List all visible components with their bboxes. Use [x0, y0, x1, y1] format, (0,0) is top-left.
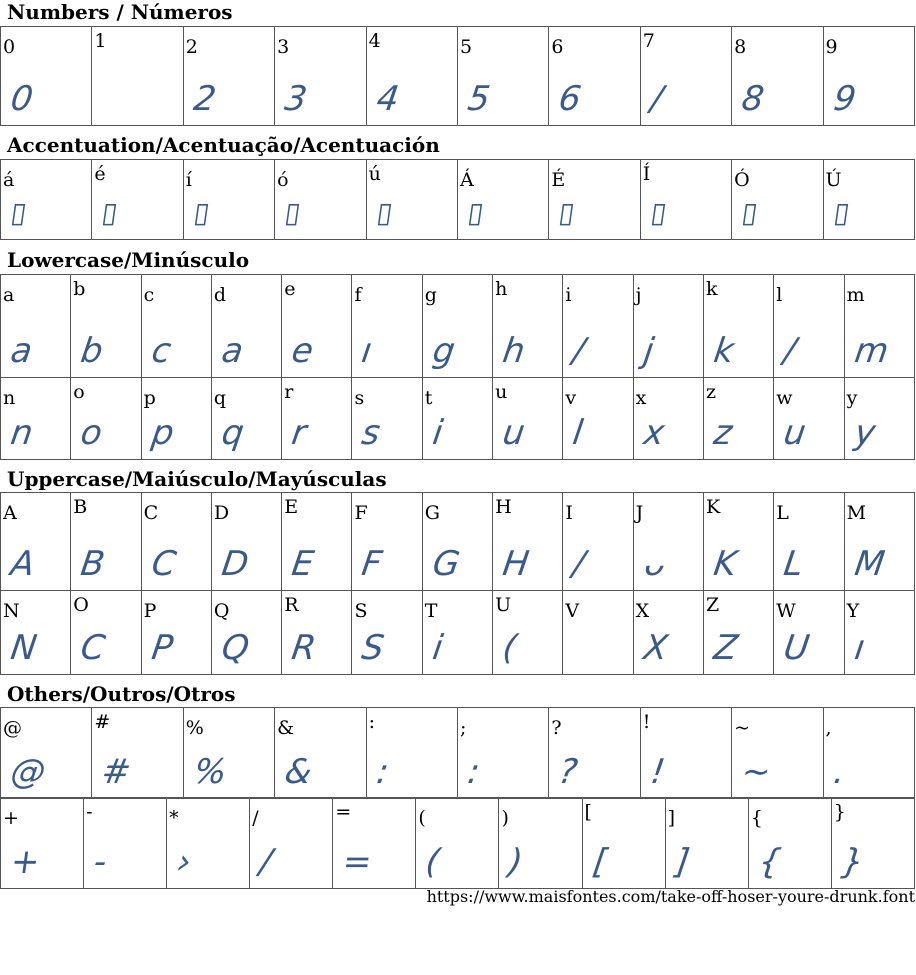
reference-character: i: [565, 284, 572, 306]
reference-character: X: [635, 600, 650, 622]
reference-character: 2: [185, 36, 198, 58]
glyph-cell: [633, 493, 703, 591]
glyph-cell: [582, 798, 665, 889]
glyph-cell: [141, 275, 211, 378]
reference-character: 9: [825, 36, 838, 58]
font-sample-glyph: K: [711, 544, 740, 584]
font-sample-glyph: ı: [851, 628, 867, 668]
font-sample-glyph: E: [289, 544, 317, 584]
font-sample-glyph: ): [506, 842, 526, 882]
glyph-cell: [549, 708, 640, 799]
reference-character: ó: [277, 169, 289, 191]
font-sample-glyph: ı: [359, 331, 375, 371]
glyph-cell: [250, 798, 333, 889]
glyph-row: [1, 378, 915, 460]
glyph-cell: [141, 493, 211, 591]
lowercase-title: Lowercase/Minúsculo: [7, 248, 250, 272]
reference-character: ): [501, 807, 509, 829]
glyph-row: [1, 27, 915, 126]
reference-character: E: [284, 496, 299, 518]
glyph-cell: [823, 160, 914, 240]
glyph-cell: [275, 27, 366, 126]
glyph-cell: [640, 708, 731, 799]
reference-character: C: [143, 502, 159, 524]
reference-character: 3: [277, 36, 290, 58]
font-sample-glyph: ▯: [191, 196, 212, 229]
font-sample-glyph: z: [711, 413, 735, 453]
glyph-cell: [748, 798, 831, 889]
font-sample-glyph: ▯: [100, 196, 121, 229]
reference-character: K: [705, 496, 721, 518]
reference-character: v: [565, 387, 577, 409]
reference-character: n: [3, 387, 16, 409]
glyph-cell: [563, 591, 633, 675]
glyph-cell: [71, 591, 141, 675]
reference-character: I: [565, 502, 573, 524]
glyph-cell: [633, 378, 703, 460]
font-sample-glyph: c: [148, 331, 174, 371]
reference-character: M: [846, 502, 867, 524]
reference-character: B: [73, 496, 88, 518]
font-sample-glyph: 6: [556, 79, 584, 119]
font-sample-glyph: i: [429, 413, 446, 453]
glyph-cell: [732, 160, 823, 240]
glyph-cell: [352, 378, 422, 460]
reference-character: g: [424, 284, 437, 306]
reference-character: [: [584, 801, 592, 823]
reference-character: Q: [213, 600, 230, 622]
glyph-cell: [774, 378, 844, 460]
reference-character: D: [213, 502, 230, 524]
reference-character: 7: [642, 30, 655, 52]
glyph-cell: [422, 378, 492, 460]
reference-character: T: [424, 600, 438, 622]
glyph-cell: [352, 275, 422, 378]
font-sample-glyph: .: [830, 752, 848, 792]
font-sample-glyph: F: [359, 544, 385, 584]
glyph-cell: [71, 493, 141, 591]
reference-character: 5: [459, 36, 473, 58]
reference-character: S: [354, 600, 368, 622]
glyph-cell: [211, 493, 281, 591]
font-sample-glyph: -: [91, 842, 110, 882]
reference-character: W: [776, 600, 796, 622]
glyph-cell: [665, 798, 748, 889]
font-sample-glyph: q: [219, 413, 247, 453]
glyph-cell: [831, 798, 914, 889]
font-sample-glyph: a: [219, 331, 246, 371]
reference-character: h: [495, 278, 508, 300]
font-sample-glyph: R: [289, 628, 319, 668]
font-sample-glyph: ▯: [8, 196, 29, 229]
reference-character: x: [635, 387, 647, 409]
reference-character: á: [3, 169, 15, 191]
reference-character: 6: [551, 36, 564, 58]
font-sample-glyph: /: [570, 544, 588, 584]
reference-character: Z: [705, 594, 720, 616]
glyph-cell: [211, 591, 281, 675]
glyph-cell: [141, 378, 211, 460]
font-sample-glyph: B: [78, 544, 108, 584]
reference-character: y: [846, 387, 858, 409]
glyph-cell: [703, 378, 773, 460]
reference-character: }: [833, 801, 846, 823]
glyph-row: [1, 275, 915, 378]
others-title: Others/Outros/Otros: [7, 682, 236, 706]
font-sample-glyph: m: [851, 331, 891, 371]
numbers-title: Numbers / Números: [7, 0, 233, 24]
reference-character: l: [776, 284, 783, 306]
glyph-cell: [563, 378, 633, 460]
reference-character: %: [185, 717, 204, 739]
reference-character: é: [94, 163, 106, 185]
reference-character: @: [3, 717, 22, 739]
reference-character: k: [705, 278, 718, 300]
reference-character: *: [169, 807, 179, 829]
font-sample-glyph: +: [8, 842, 43, 882]
font-sample-glyph: (: [500, 628, 520, 668]
glyph-cell: [493, 275, 563, 378]
glyph-cell: [844, 378, 914, 460]
glyph-cell: [633, 591, 703, 675]
reference-character: (: [418, 807, 426, 829]
glyph-cell: [282, 493, 352, 591]
glyph-cell: [844, 493, 914, 591]
glyph-cell: [92, 27, 183, 126]
font-sample-glyph: ~: [739, 752, 774, 792]
reference-character: ;: [459, 717, 467, 739]
glyph-cell: [549, 160, 640, 240]
reference-character: V: [565, 600, 580, 622]
reference-character: :: [368, 711, 375, 733]
reference-character: q: [213, 387, 227, 409]
reference-character: F: [354, 502, 368, 524]
font-sample-glyph: ▯: [648, 196, 669, 229]
glyph-cell: [633, 275, 703, 378]
font-sample-glyph: b: [78, 331, 106, 371]
glyph-cell: [352, 591, 422, 675]
font-sample-glyph: /: [257, 842, 275, 882]
reference-character: A: [3, 502, 17, 524]
glyph-cell: [1, 591, 71, 675]
glyph-cell: [211, 378, 281, 460]
uppercase-grid: [0, 492, 915, 675]
glyph-cell: [71, 378, 141, 460]
reference-character: R: [284, 594, 299, 616]
glyph-cell: [640, 27, 731, 126]
reference-character: +: [3, 807, 19, 829]
font-sample-glyph: 3: [282, 79, 310, 119]
font-sample-glyph: :: [373, 752, 391, 792]
glyph-cell: [457, 708, 548, 799]
others-grid-row1: [0, 707, 915, 799]
font-sample-glyph: /: [570, 331, 588, 371]
font-sample-glyph: r: [289, 413, 309, 453]
glyph-cell: [549, 27, 640, 126]
glyph-cell: [774, 493, 844, 591]
glyph-cell: [275, 160, 366, 240]
glyph-cell: [183, 160, 274, 240]
glyph-cell: [493, 493, 563, 591]
reference-character: s: [354, 387, 365, 409]
glyph-cell: [563, 275, 633, 378]
reference-character: r: [284, 381, 294, 403]
reference-character: ?: [551, 717, 562, 739]
font-sample-glyph: u: [500, 413, 528, 453]
glyph-cell: [282, 378, 352, 460]
font-sample-glyph: 4: [373, 79, 402, 119]
reference-character: !: [642, 711, 651, 733]
font-sample-glyph: :: [465, 752, 483, 792]
glyph-row: [1, 493, 915, 591]
reference-character: #: [94, 711, 111, 733]
reference-character: 8: [734, 36, 747, 58]
reference-character: Ú: [825, 169, 842, 191]
reference-character: Á: [459, 169, 474, 191]
glyph-cell: [183, 27, 274, 126]
glyph-cell: [1, 493, 71, 591]
font-sample-glyph: ▯: [282, 196, 303, 229]
reference-character: ,: [825, 717, 832, 739]
source-url[interactable]: https://www.maisfontes.com/take-off-hoser-youre-drunk.font: [426, 887, 915, 906]
reference-character: &: [277, 717, 295, 739]
font-sample-glyph: A: [8, 544, 38, 584]
font-sample-glyph: S: [359, 628, 387, 668]
reference-character: O: [73, 594, 89, 616]
glyph-cell: [92, 160, 183, 240]
reference-character: {: [750, 807, 763, 829]
accents-grid: [0, 159, 915, 240]
glyph-cell: [732, 27, 823, 126]
font-sample-glyph: C: [78, 628, 108, 668]
reference-character: f: [354, 284, 362, 306]
glyph-cell: [366, 160, 457, 240]
reference-character: Y: [846, 600, 860, 622]
font-sample-glyph: ?: [556, 752, 581, 792]
font-sample-glyph: }: [838, 842, 867, 882]
glyph-cell: [92, 708, 183, 799]
font-sample-glyph: e: [289, 331, 316, 371]
reference-character: ~: [734, 717, 751, 739]
reference-character: j: [635, 284, 642, 306]
glyph-cell: [333, 798, 416, 889]
glyph-row: [1, 798, 915, 889]
reference-character: c: [143, 284, 155, 306]
glyph-cell: [493, 378, 563, 460]
reference-character: Í: [642, 163, 651, 185]
font-sample-glyph: x: [640, 413, 667, 453]
font-sample-glyph: ▯: [374, 196, 395, 229]
glyph-cell: [493, 591, 563, 675]
font-sample-glyph: o: [78, 413, 105, 453]
glyph-row: [1, 160, 915, 240]
reference-character: a: [3, 284, 15, 306]
reference-character: w: [776, 387, 793, 409]
glyph-cell: [1, 378, 71, 460]
font-sample-glyph: k: [711, 331, 737, 371]
font-sample-glyph: j: [640, 331, 656, 371]
reference-character: t: [424, 387, 433, 409]
glyph-cell: [1, 798, 84, 889]
glyph-cell: [141, 591, 211, 675]
font-sample-glyph: 5: [465, 79, 493, 119]
font-sample-glyph: 9: [830, 79, 858, 119]
reference-character: É: [551, 169, 566, 191]
glyph-cell: [1, 708, 92, 799]
reference-character: H: [495, 496, 512, 518]
glyph-cell: [167, 798, 250, 889]
reference-character: 0: [3, 36, 16, 58]
font-sample-glyph: n: [8, 413, 36, 453]
numbers-grid: [0, 26, 915, 126]
font-sample-glyph: l: [570, 413, 586, 453]
glyph-cell: [275, 708, 366, 799]
font-sample-glyph: (: [423, 842, 443, 882]
glyph-cell: [499, 798, 582, 889]
glyph-cell: [732, 708, 823, 799]
font-sample-glyph: &: [282, 752, 315, 792]
font-sample-glyph: @: [8, 752, 48, 792]
reference-character: N: [3, 600, 20, 622]
font-sample-glyph: #: [99, 752, 134, 792]
glyph-cell: [71, 275, 141, 378]
font-sample-glyph: Z: [711, 628, 741, 668]
reference-character: Ó: [734, 169, 750, 191]
font-sample-glyph: 2: [190, 79, 219, 119]
font-sample-glyph: u: [781, 413, 809, 453]
font-sample-glyph: 8: [739, 79, 767, 119]
glyph-cell: [84, 798, 167, 889]
glyph-cell: [183, 708, 274, 799]
font-sample-glyph: h: [500, 331, 528, 371]
glyph-cell: [366, 27, 457, 126]
reference-character: o: [73, 381, 85, 403]
glyph-cell: [416, 798, 499, 889]
glyph-cell: [282, 275, 352, 378]
font-sample-glyph: U: [781, 628, 812, 668]
reference-character: 1: [94, 30, 107, 52]
glyph-cell: [366, 708, 457, 799]
font-sample-glyph: {: [755, 842, 784, 882]
font-sample-glyph: P: [148, 628, 175, 668]
glyph-cell: [352, 493, 422, 591]
lowercase-grid: [0, 274, 915, 460]
reference-character: ú: [368, 163, 381, 185]
glyph-cell: [823, 27, 914, 126]
font-sample-glyph: y: [851, 413, 878, 453]
reference-character: b: [73, 278, 86, 300]
reference-character: /: [252, 807, 259, 829]
accents-title: Accentuation/Acentuação/Acentuación: [7, 133, 440, 157]
glyph-cell: [774, 275, 844, 378]
reference-character: L: [776, 502, 789, 524]
glyph-cell: [211, 275, 281, 378]
glyph-cell: [1, 160, 92, 240]
glyph-cell: [422, 591, 492, 675]
glyph-cell: [640, 160, 731, 240]
reference-character: G: [424, 502, 440, 524]
reference-character: e: [284, 278, 296, 300]
font-sample-glyph: %: [190, 752, 229, 792]
font-sample-glyph: ›: [174, 842, 194, 882]
reference-character: U: [495, 594, 512, 616]
glyph-row: [1, 591, 915, 675]
glyph-cell: [1, 27, 92, 126]
font-sample-glyph: /: [781, 331, 799, 371]
reference-character: 4: [368, 30, 381, 52]
reference-character: p: [143, 387, 156, 409]
reference-character: z: [705, 381, 716, 403]
reference-character: m: [846, 284, 865, 306]
glyph-cell: [563, 493, 633, 591]
font-sample-glyph: G: [429, 544, 462, 584]
glyph-cell: [703, 591, 773, 675]
font-sample-glyph: ▯: [831, 196, 852, 229]
glyph-cell: [422, 493, 492, 591]
font-sample-glyph: p: [148, 413, 176, 453]
font-sample-glyph: i: [429, 628, 446, 668]
font-sample-glyph: 0: [8, 79, 36, 119]
reference-character: J: [635, 502, 644, 524]
others-grid-row2: [0, 797, 915, 889]
font-sample-glyph: H: [500, 544, 532, 584]
font-sample-glyph: L: [781, 544, 807, 584]
reference-character: -: [86, 801, 93, 823]
glyph-cell: [844, 591, 914, 675]
glyph-cell: [1, 275, 71, 378]
font-sample-glyph: !: [647, 752, 668, 792]
font-sample-glyph: X: [640, 628, 670, 668]
font-sample-glyph: ᴗ: [640, 544, 668, 584]
glyph-cell: [457, 160, 548, 240]
reference-character: ]: [667, 807, 676, 829]
glyph-cell: [703, 275, 773, 378]
font-sample-glyph: M: [851, 544, 887, 584]
font-sample-glyph: a: [8, 331, 35, 371]
uppercase-title: Uppercase/Maiúsculo/Mayúsculas: [7, 467, 387, 491]
font-sample-glyph: ▯: [465, 196, 486, 229]
font-sample-glyph: C: [148, 544, 179, 584]
reference-character: d: [213, 284, 227, 306]
font-sample-glyph: ▯: [739, 196, 760, 229]
font-sample-glyph: D: [219, 544, 251, 584]
glyph-row: [1, 708, 915, 799]
font-sample-glyph: ▯: [557, 196, 578, 229]
reference-character: =: [335, 801, 352, 823]
reference-character: u: [495, 381, 508, 403]
reference-character: P: [143, 600, 157, 622]
font-sample-glyph: /: [647, 79, 666, 119]
glyph-cell: [823, 708, 914, 799]
font-sample-glyph: N: [8, 628, 40, 668]
glyph-cell: [774, 591, 844, 675]
glyph-cell: [457, 27, 548, 126]
font-sample-glyph: s: [359, 413, 384, 453]
glyph-cell: [703, 493, 773, 591]
font-sample-glyph: g: [429, 331, 458, 371]
glyph-cell: [844, 275, 914, 378]
glyph-cell: [422, 275, 492, 378]
font-sample-glyph: =: [340, 842, 375, 882]
reference-character: í: [185, 169, 192, 191]
font-sample-glyph: Q: [219, 628, 252, 668]
font-sample-glyph: [: [589, 842, 609, 882]
glyph-cell: [282, 591, 352, 675]
font-sample-glyph: ]: [672, 842, 692, 882]
